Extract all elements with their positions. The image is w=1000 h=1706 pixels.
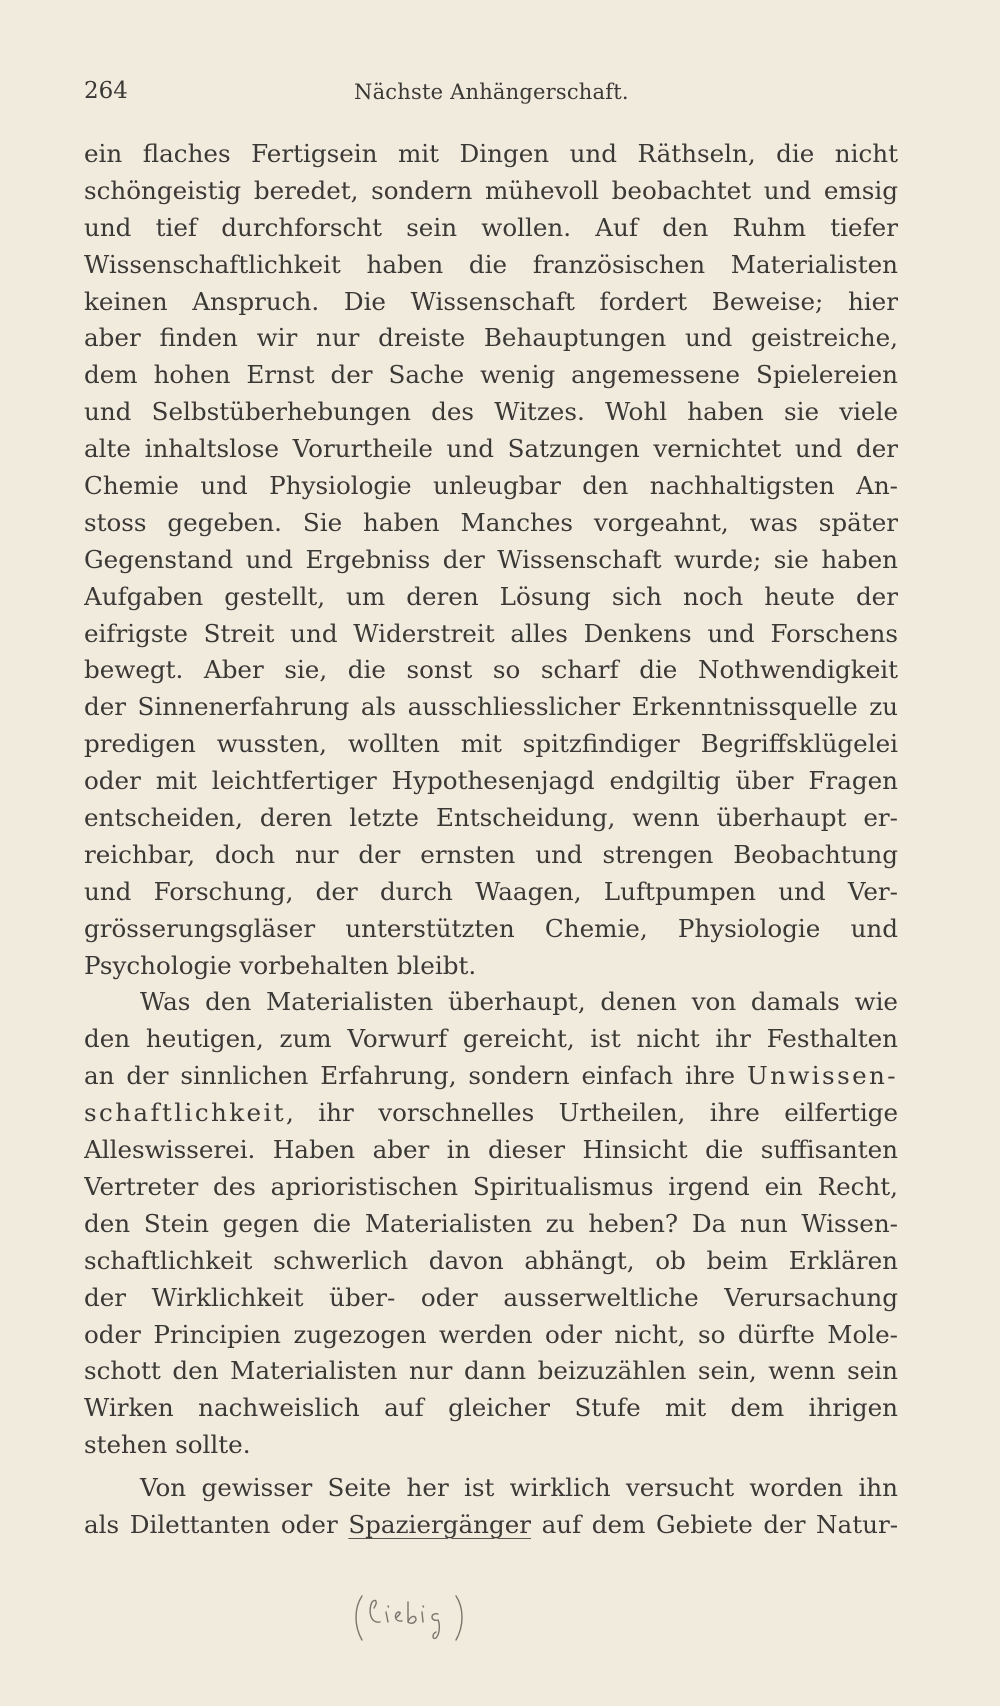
text-line: und tief durchforscht sein wollen. Auf den Ruhm tiefer	[84, 212, 898, 242]
text-line: grösserungsgläser unterstützten Chemie, Physiologie und	[84, 913, 898, 943]
page-header	[84, 78, 892, 114]
text-line: reichbar, doch nur der ernsten und strengen Beobachtung	[84, 839, 898, 869]
text-line: schott den Materialisten nur dann beizuzählen sein, wenn sein	[84, 1356, 898, 1386]
text-line: Psychologie vorbehalten bleibt.	[84, 950, 477, 980]
text-line: predigen wussten, wollten mit spitzfindiger Begriffsklügelei	[84, 729, 898, 759]
text-line: den heutigen, zum Vorwurf gereicht, ist nicht ihr Festhalten	[84, 1024, 898, 1054]
text-line: Gegenstand und Ergebniss der Wissenschaft wurde; sie haben	[84, 544, 898, 574]
text-line: als Dilettanten oder Spaziergänger auf dem Gebiete der Natur-	[84, 1509, 898, 1539]
text-line: und Selbstüberhebungen des Witzes. Wohl haben sie viele	[84, 397, 898, 427]
handwritten-note-text: (Liebig)	[352, 1588, 356, 1589]
text-line: stehen sollte.	[84, 1430, 251, 1460]
page-number: 264	[84, 78, 128, 104]
emphasized-word: Unwissen-	[746, 1061, 898, 1091]
text-line: Vertreter des aprioristischen Spiritualismus irgend ein Recht,	[84, 1171, 898, 1201]
text-line: an der sinnlichen Erfahrung, sondern einfach ihre Unwissen-	[84, 1061, 898, 1091]
text-line: alte inhaltslose Vorurtheile und Satzungen vernichtet und der	[84, 434, 898, 464]
text-line: der Sinnenerfahrung als ausschliesslicher Erkenntnissquelle zu	[84, 692, 898, 722]
text-line: aber finden wir nur dreiste Behauptungen und geistreiche,	[84, 323, 898, 353]
text-line: entscheiden, deren letzte Entscheidung, wenn überhaupt er-	[84, 803, 898, 833]
text-line: bewegt. Aber sie, die sonst so scharf die Nothwendigkeit	[84, 655, 898, 685]
text-line: oder Principien zugezogen werden oder nicht, so dürfte Mole-	[84, 1319, 898, 1349]
text-line: Alleswisserei. Haben aber in dieser Hinsicht die suffisanten	[84, 1135, 898, 1165]
text-line: Chemie und Physiologie unleugbar den nachhaltigsten An-	[84, 471, 898, 501]
body-text	[84, 136, 898, 1544]
text-line: Aufgaben gestellt, um deren Lösung sich noch heute der	[84, 581, 898, 611]
text-line: dem hohen Ernst der Sache wenig angemessene Spielereien	[84, 360, 898, 390]
emphasized-word: schaftlichkeit	[84, 1098, 287, 1128]
text-line: schaftlichkeit schwerlich davon abhängt, ob beim Erklären	[84, 1245, 898, 1275]
text-line: ein flaches Fertigsein mit Dingen und Räthseln, die nicht	[84, 139, 898, 168]
text-line: keinen Anspruch. Die Wissenschaft fordert Beweise; hier	[84, 286, 898, 316]
handwritten-note	[352, 1588, 492, 1648]
text-line: oder mit leichtfertiger Hypothesenjagd endgiltig über Fragen	[84, 766, 898, 796]
underlined-word: Spaziergänger	[348, 1509, 532, 1539]
text-line: Was den Materialisten überhaupt, denen von damals wie	[140, 987, 898, 1017]
running-title: Nächste Anhängerschaft.	[354, 80, 629, 104]
text-line: schaftlichkeit, ihr vorschnelles Urtheilen, ihre eilfertige	[84, 1098, 898, 1128]
text-line: schöngeistig beredet, sondern mühevoll beobachtet und emsig	[84, 175, 898, 205]
text-line: den Stein gegen die Materialisten zu heben? Da nun Wissen-	[84, 1208, 898, 1238]
text-line: stoss gegeben. Sie haben Manches vorgeahnt, was später	[84, 507, 898, 537]
text-line: und Forschung, der durch Waagen, Luftpumpen und Ver-	[84, 876, 898, 906]
text-line: Von gewisser Seite her ist wirklich versucht worden ihn	[140, 1473, 898, 1503]
text-line: Wissenschaftlichkeit haben die französischen Materialisten	[84, 249, 898, 279]
text-line: eifrigste Streit und Widerstreit alles Denkens und Forschens	[84, 618, 898, 648]
text-line: der Wirklichkeit über- oder ausserweltliche Verursachung	[84, 1282, 898, 1312]
text-line: Wirken nachweislich auf gleicher Stufe mit dem ihrigen	[84, 1393, 898, 1423]
